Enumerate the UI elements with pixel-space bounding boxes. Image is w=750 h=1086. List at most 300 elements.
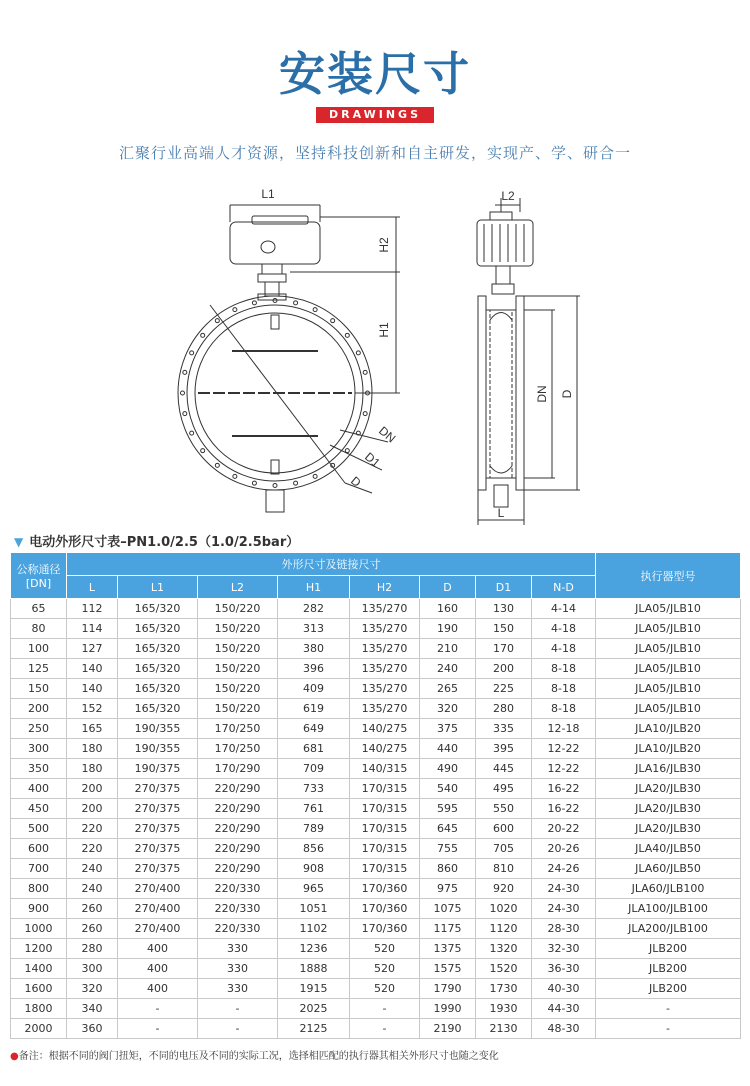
table-cell: 190/355: [118, 719, 198, 739]
table-cell: 135/270: [350, 659, 420, 679]
table-cell: 130: [476, 599, 532, 619]
subheader-h2: H2: [350, 576, 420, 599]
table-cell: 150: [11, 679, 67, 699]
label-side-l: L: [497, 506, 505, 520]
table-cell: 44-30: [532, 999, 596, 1019]
table-cell: 2000: [11, 1019, 67, 1039]
table-row: [11, 939, 741, 959]
table-cell: 165/320: [118, 659, 198, 679]
table-cell: 170/360: [350, 919, 420, 939]
dimension-table: [10, 552, 741, 1039]
table-cell: 1520: [476, 959, 532, 979]
table-cell: 860: [420, 859, 476, 879]
bolt-hole: [190, 431, 194, 435]
subheader-d1: D1: [476, 576, 532, 599]
table-cell: 220/290: [198, 779, 278, 799]
table-cell: 330: [198, 959, 278, 979]
table-title: [14, 531, 299, 550]
table-cell: 170/360: [350, 899, 420, 919]
table-cell: 270/400: [118, 899, 198, 919]
table-cell: 450: [11, 799, 67, 819]
table-cell: 240: [67, 859, 118, 879]
table-cell: 1000: [11, 919, 67, 939]
table-cell: 360: [67, 1019, 118, 1039]
table-cell: -: [118, 1019, 198, 1039]
actuator-front: [230, 216, 320, 300]
table-cell: 12-22: [532, 759, 596, 779]
table-cell: 270/400: [118, 919, 198, 939]
table-cell: 170/315: [350, 859, 420, 879]
table-cell: JLA40/JLB50: [596, 839, 741, 859]
table-cell: -: [596, 999, 741, 1019]
table-cell: 270/375: [118, 799, 198, 819]
table-cell: 400: [118, 979, 198, 999]
table-row: [11, 959, 741, 979]
header-actuator: 执行器型号: [596, 553, 741, 599]
table-cell: 24-30: [532, 879, 596, 899]
table-cell: 170: [476, 639, 532, 659]
table-cell: JLB200: [596, 959, 741, 979]
table-cell: 681: [278, 739, 350, 759]
table-cell: -: [198, 1019, 278, 1039]
table-cell: 200: [11, 699, 67, 719]
bolt-hole: [313, 474, 317, 478]
label-dn: DN: [376, 423, 399, 446]
table-row: [11, 999, 741, 1019]
table-cell: 395: [476, 739, 532, 759]
triangle-down-icon: ▼: [14, 535, 24, 549]
table-cell: 260: [67, 899, 118, 919]
table-cell: 65: [11, 599, 67, 619]
table-cell: 4-18: [532, 639, 596, 659]
table-cell: 1800: [11, 999, 67, 1019]
table-cell: 220: [67, 839, 118, 859]
table-cell: 1051: [278, 899, 350, 919]
table-cell: JLA05/JLB10: [596, 619, 741, 639]
table-cell: 1990: [420, 999, 476, 1019]
table-cell: 170/290: [198, 759, 278, 779]
table-cell: 445: [476, 759, 532, 779]
bullet-icon: ●: [10, 1051, 19, 1062]
table-cell: JLA05/JLB10: [596, 599, 741, 619]
table-cell: 150/220: [198, 639, 278, 659]
table-cell: 1790: [420, 979, 476, 999]
bolt-hole: [363, 370, 367, 374]
bolt-hole: [233, 308, 237, 312]
table-cell: JLA60/JLB50: [596, 859, 741, 879]
label-side-d: D: [560, 389, 574, 399]
table-cell: 300: [67, 959, 118, 979]
table-row: [11, 979, 741, 999]
table-cell: 1075: [420, 899, 476, 919]
table-cell: 200: [476, 659, 532, 679]
bolt-hole: [233, 474, 237, 478]
table-cell: 2190: [420, 1019, 476, 1039]
bolt-hole: [294, 301, 298, 305]
table-cell: JLB200: [596, 979, 741, 999]
table-cell: 8-18: [532, 679, 596, 699]
table-cell: 170/315: [350, 839, 420, 859]
table-cell: -: [198, 999, 278, 1019]
table-row: [11, 639, 741, 659]
table-cell: 761: [278, 799, 350, 819]
table-cell: 140/315: [350, 759, 420, 779]
table-cell: 810: [476, 859, 532, 879]
bolt-hole: [252, 481, 256, 485]
table-row: [11, 719, 741, 739]
table-cell: 649: [278, 719, 350, 739]
table-cell: 150/220: [198, 699, 278, 719]
table-cell: 32-30: [532, 939, 596, 959]
table-cell: 2025: [278, 999, 350, 1019]
table-cell: 270/375: [118, 779, 198, 799]
table-cell: 1200: [11, 939, 67, 959]
bolt-hole: [201, 449, 205, 453]
table-row: [11, 879, 741, 899]
table-cell: 24-30: [532, 899, 596, 919]
footnote: [10, 1047, 499, 1062]
table-cell: JLA10/JLB20: [596, 739, 741, 759]
table-cell: 800: [11, 879, 67, 899]
bolt-hole: [345, 449, 349, 453]
table-cell: 380: [278, 639, 350, 659]
table-cell: 520: [350, 939, 420, 959]
table-cell: 135/270: [350, 599, 420, 619]
table-cell: 240: [67, 879, 118, 899]
table-cell: 190/355: [118, 739, 198, 759]
table-cell: 24-26: [532, 859, 596, 879]
table-cell: 789: [278, 819, 350, 839]
table-cell: 2125: [278, 1019, 350, 1039]
label-d1: D1: [362, 449, 383, 471]
table-cell: 1930: [476, 999, 532, 1019]
table-cell: JLA16/JLB30: [596, 759, 741, 779]
table-cell: 270/375: [118, 859, 198, 879]
table-cell: 1375: [420, 939, 476, 959]
table-cell: 440: [420, 739, 476, 759]
drawings-badge: DRAWINGS: [316, 107, 434, 123]
bolt-hole: [215, 319, 219, 323]
table-cell: JLA20/JLB30: [596, 819, 741, 839]
table-cell: 140/275: [350, 719, 420, 739]
bolt-hole: [363, 412, 367, 416]
table-cell: 520: [350, 979, 420, 999]
table-cell: -: [596, 1019, 741, 1039]
table-row: [11, 679, 741, 699]
table-cell: 160: [420, 599, 476, 619]
table-row: [11, 899, 741, 919]
table-cell: 112: [67, 599, 118, 619]
table-cell: 20-26: [532, 839, 596, 859]
table-cell: 210: [420, 639, 476, 659]
table-cell: 280: [67, 939, 118, 959]
table-row: [11, 739, 741, 759]
table-cell: 170/360: [350, 879, 420, 899]
table-row: [11, 919, 741, 939]
actuator-side: [477, 212, 533, 294]
table-cell: 165/320: [118, 619, 198, 639]
table-cell: 265: [420, 679, 476, 699]
table-cell: 114: [67, 619, 118, 639]
bolt-hole: [294, 481, 298, 485]
table-cell: 135/270: [350, 699, 420, 719]
table-cell: JLA05/JLB10: [596, 639, 741, 659]
table-title-text: 电动外形尺寸表–PN1.0/2.5（1.0/2.5bar）: [29, 535, 300, 550]
bolt-hole: [190, 351, 194, 355]
table-cell: 220/330: [198, 899, 278, 919]
table-cell: 619: [278, 699, 350, 719]
table-cell: 320: [67, 979, 118, 999]
table-cell: 150/220: [198, 619, 278, 639]
table-cell: JLA10/JLB20: [596, 719, 741, 739]
table-cell: 20-22: [532, 819, 596, 839]
table-cell: 755: [420, 839, 476, 859]
table-cell: 220/290: [198, 859, 278, 879]
table-cell: 520: [350, 959, 420, 979]
table-cell: JLA20/JLB30: [596, 799, 741, 819]
table-cell: -: [118, 999, 198, 1019]
table-cell: 1600: [11, 979, 67, 999]
table-cell: 313: [278, 619, 350, 639]
table-row: [11, 759, 741, 779]
table-cell: 135/270: [350, 679, 420, 699]
table-cell: 330: [198, 939, 278, 959]
table-cell: 1020: [476, 899, 532, 919]
bolt-hole: [201, 333, 205, 337]
footnote-text: 备注：根据不同的阀门扭矩，不同的电压及不同的实际工况，选择相匹配的执行器其相关外形尺寸也随之变化: [18, 1051, 499, 1062]
label-l1: L1: [261, 187, 275, 201]
table-cell: 2130: [476, 1019, 532, 1039]
table-cell: 709: [278, 759, 350, 779]
bolt-hole: [181, 391, 185, 395]
bolt-hole: [313, 308, 317, 312]
table-cell: 400: [11, 779, 67, 799]
label-h2: H2: [377, 237, 391, 253]
table-cell: 165: [67, 719, 118, 739]
table-cell: 300: [11, 739, 67, 759]
table-cell: 180: [67, 759, 118, 779]
table-cell: 200: [67, 799, 118, 819]
table-cell: JLA05/JLB10: [596, 699, 741, 719]
table-cell: 220/290: [198, 799, 278, 819]
table-cell: 282: [278, 599, 350, 619]
table-row: [11, 599, 741, 619]
table-cell: 200: [67, 779, 118, 799]
bolt-hole: [215, 463, 219, 467]
subheader-h1: H1: [278, 576, 350, 599]
table-cell: 190: [420, 619, 476, 639]
label-l2: L2: [501, 189, 515, 203]
table-cell: 150: [476, 619, 532, 639]
table-cell: 1236: [278, 939, 350, 959]
table-cell: 600: [11, 839, 67, 859]
table-cell: 170/250: [198, 739, 278, 759]
table-cell: 540: [420, 779, 476, 799]
table-cell: 8-18: [532, 699, 596, 719]
table-cell: 150/220: [198, 599, 278, 619]
table-row: [11, 1019, 741, 1039]
table-cell: 220/290: [198, 839, 278, 859]
page-title: 安装尺寸: [279, 47, 471, 101]
label-side-dn: DN: [535, 385, 549, 403]
table-cell: 908: [278, 859, 350, 879]
table-cell: 705: [476, 839, 532, 859]
label-h1: H1: [377, 322, 391, 338]
table-cell: JLB200: [596, 939, 741, 959]
bolt-hole: [183, 412, 187, 416]
table-row: [11, 859, 741, 879]
table-cell: 150/220: [198, 679, 278, 699]
table-cell: 280: [476, 699, 532, 719]
table-cell: 150/220: [198, 659, 278, 679]
table-cell: 165/320: [118, 599, 198, 619]
table-cell: 550: [476, 799, 532, 819]
table-cell: 396: [278, 659, 350, 679]
table-cell: 40-30: [532, 979, 596, 999]
table-cell: 490: [420, 759, 476, 779]
table-cell: 220/330: [198, 879, 278, 899]
table-cell: 260: [67, 919, 118, 939]
table-cell: 225: [476, 679, 532, 699]
table-cell: JLA60/JLB100: [596, 879, 741, 899]
table-cell: 400: [118, 959, 198, 979]
table-cell: 165/320: [118, 699, 198, 719]
table-row: [11, 699, 741, 719]
table-cell: 152: [67, 699, 118, 719]
table-cell: 48-30: [532, 1019, 596, 1039]
table-cell: 125: [11, 659, 67, 679]
bolt-hole: [345, 333, 349, 337]
table-cell: 733: [278, 779, 350, 799]
table-cell: 700: [11, 859, 67, 879]
table-cell: 127: [67, 639, 118, 659]
bolt-hole: [252, 301, 256, 305]
table-cell: 856: [278, 839, 350, 859]
subheader-n-d: N-D: [532, 576, 596, 599]
subheader-l: L: [67, 576, 118, 599]
table-cell: 350: [11, 759, 67, 779]
table-cell: 12-22: [532, 739, 596, 759]
table-cell: 1400: [11, 959, 67, 979]
table-cell: 645: [420, 819, 476, 839]
table-cell: 965: [278, 879, 350, 899]
table-cell: 900: [11, 899, 67, 919]
table-cell: 975: [420, 879, 476, 899]
bolt-hole: [331, 319, 335, 323]
table-cell: -: [350, 999, 420, 1019]
table-cell: 240: [420, 659, 476, 679]
table-cell: 80: [11, 619, 67, 639]
table-cell: 270/375: [118, 819, 198, 839]
table-cell: 170/315: [350, 799, 420, 819]
table-cell: 409: [278, 679, 350, 699]
table-cell: 1102: [278, 919, 350, 939]
table-row: [11, 799, 741, 819]
table-cell: 1575: [420, 959, 476, 979]
table-cell: 170/315: [350, 779, 420, 799]
table-cell: 270/400: [118, 879, 198, 899]
table-cell: 495: [476, 779, 532, 799]
table-cell: 165/320: [118, 639, 198, 659]
table-cell: 500: [11, 819, 67, 839]
table-cell: 1320: [476, 939, 532, 959]
table-row: [11, 839, 741, 859]
table-cell: 375: [420, 719, 476, 739]
label-d: D: [348, 473, 364, 490]
subheader-d: D: [420, 576, 476, 599]
table-cell: JLA05/JLB10: [596, 659, 741, 679]
table-row: [11, 779, 741, 799]
table-cell: 220/330: [198, 919, 278, 939]
table-row: [11, 659, 741, 679]
table-cell: 320: [420, 699, 476, 719]
table-cell: 16-22: [532, 799, 596, 819]
table-cell: 140: [67, 679, 118, 699]
table-row: [11, 619, 741, 639]
subheader-l2: L2: [198, 576, 278, 599]
table-cell: 270/375: [118, 839, 198, 859]
bolt-hole: [183, 370, 187, 374]
table-cell: 400: [118, 939, 198, 959]
table-cell: 595: [420, 799, 476, 819]
table-cell: 4-18: [532, 619, 596, 639]
table-cell: 250: [11, 719, 67, 739]
table-cell: 135/270: [350, 619, 420, 639]
table-cell: 170/315: [350, 819, 420, 839]
table-cell: 340: [67, 999, 118, 1019]
table-cell: JLA200/JLB100: [596, 919, 741, 939]
subheader-l1: L1: [118, 576, 198, 599]
table-cell: 600: [476, 819, 532, 839]
table-cell: 140/275: [350, 739, 420, 759]
table-cell: 1175: [420, 919, 476, 939]
table-cell: 1888: [278, 959, 350, 979]
table-cell: 1730: [476, 979, 532, 999]
table-cell: 1915: [278, 979, 350, 999]
table-cell: 335: [476, 719, 532, 739]
table-cell: 36-30: [532, 959, 596, 979]
table-cell: JLA100/JLB100: [596, 899, 741, 919]
table-row: [11, 819, 741, 839]
table-cell: 920: [476, 879, 532, 899]
table-cell: 28-30: [532, 919, 596, 939]
dimension-drawing: [0, 170, 750, 530]
table-cell: JLA05/JLB10: [596, 679, 741, 699]
header-group: 外形尺寸及链接尺寸: [67, 553, 596, 576]
table-cell: 8-18: [532, 659, 596, 679]
table-cell: 165/320: [118, 679, 198, 699]
header-dn: 公称通径 [DN]: [11, 553, 67, 599]
table-cell: 135/270: [350, 639, 420, 659]
table-cell: 140: [67, 659, 118, 679]
table-cell: 4-14: [532, 599, 596, 619]
table-cell: 100: [11, 639, 67, 659]
slogan: 汇聚行业高端人才资源，坚持科技创新和自主研发，实现产、学、研合一: [118, 144, 631, 162]
bolt-hole: [273, 484, 277, 488]
table-cell: 220: [67, 819, 118, 839]
table-cell: 12-18: [532, 719, 596, 739]
table-cell: JLA20/JLB30: [596, 779, 741, 799]
table-cell: 220/290: [198, 819, 278, 839]
table-cell: 16-22: [532, 779, 596, 799]
table-cell: -: [350, 1019, 420, 1039]
table-cell: 180: [67, 739, 118, 759]
table-cell: 190/375: [118, 759, 198, 779]
bolt-hole: [356, 351, 360, 355]
table-cell: 170/250: [198, 719, 278, 739]
table-cell: 1120: [476, 919, 532, 939]
table-cell: 330: [198, 979, 278, 999]
